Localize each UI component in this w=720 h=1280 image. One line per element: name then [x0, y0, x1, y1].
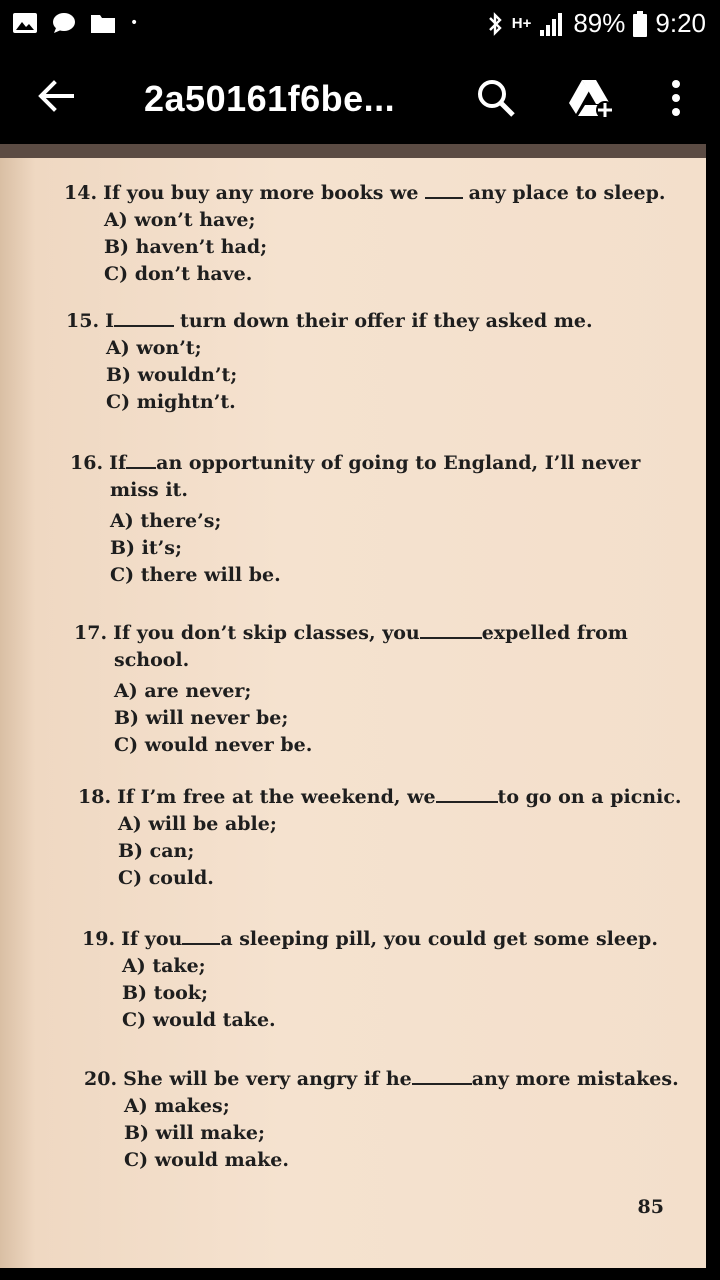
question-text-continued: school. [114, 649, 190, 671]
option-b: B) took; [122, 982, 208, 1004]
answer-blank [412, 1083, 472, 1085]
question-number: 20. [84, 1068, 118, 1090]
answer-blank [126, 467, 156, 469]
option-a: A) will be able; [118, 813, 277, 835]
question-18 [78, 784, 682, 892]
question-text: a sleeping pill, you could get some sleep. [220, 928, 658, 950]
option-c: C) could. [118, 867, 214, 889]
signal-icon [539, 12, 565, 36]
question-number: 19. [82, 928, 116, 950]
option-c: C) don’t have. [104, 263, 253, 285]
message-notification-icon [52, 12, 76, 34]
more-options-icon[interactable] [664, 78, 688, 118]
question-text: to go on a picnic. [497, 786, 682, 808]
question-number: 18. [78, 786, 112, 808]
document-viewer[interactable] [0, 144, 720, 1280]
option-a: A) makes; [124, 1095, 230, 1117]
file-title: 2a50161f6be... [144, 78, 396, 119]
question-text: turn down their offer if they asked me. [180, 310, 593, 332]
page-content [0, 144, 706, 1268]
option-c: C) would make. [124, 1149, 289, 1171]
battery-icon [633, 11, 647, 37]
option-b: B) wouldn’t; [106, 364, 238, 386]
bluetooth-icon [486, 11, 504, 37]
more-notifications-icon: • [130, 15, 139, 31]
option-a: A) are never; [114, 680, 252, 702]
answer-blank [114, 325, 174, 327]
question-text: If [109, 452, 127, 474]
question-20 [84, 1066, 679, 1174]
question-text: any more mistakes. [471, 1068, 679, 1090]
question-number: 17. [74, 622, 108, 644]
gallery-notification-icon [12, 12, 38, 34]
option-a: A) take; [122, 955, 206, 977]
question-text: an opportunity of going to England, I’ll never [156, 452, 641, 474]
option-b: B) haven’t had; [104, 236, 268, 258]
network-type: H+ [511, 14, 532, 32]
question-text: If you don’t skip classes, you [113, 622, 420, 644]
status-bar [0, 0, 720, 50]
folder-notification-icon [90, 12, 116, 34]
clock: 9:20 [655, 8, 706, 38]
option-a: A) won’t; [106, 337, 202, 359]
question-16 [70, 450, 640, 589]
battery-percent: 89% [573, 8, 626, 38]
question-19 [82, 926, 658, 1034]
question-text-continued: miss it. [110, 479, 188, 501]
option-c: C) would never be. [114, 734, 313, 756]
page-number: 85 [637, 1196, 664, 1218]
option-c: C) would take. [122, 1009, 276, 1031]
answer-blank [182, 943, 220, 945]
question-number: 14. [64, 182, 98, 204]
back-arrow-icon[interactable] [36, 76, 76, 116]
search-icon[interactable] [476, 78, 516, 118]
option-b: B) will make; [124, 1122, 265, 1144]
answer-blank [425, 197, 463, 199]
option-a: A) there’s; [110, 510, 222, 532]
question-text: expelled from [481, 622, 628, 644]
answer-blank [436, 801, 498, 803]
option-b: B) it’s; [110, 537, 182, 559]
question-text: If you [121, 928, 183, 950]
question-text: She will be very angry if he [123, 1068, 412, 1090]
option-b: B) can; [118, 840, 195, 862]
question-text: any place to sleep. [468, 182, 666, 204]
question-text: If you buy any more books we [103, 182, 419, 204]
answer-blank [420, 637, 482, 639]
document-page [0, 144, 706, 1268]
option-b: B) will never be; [114, 707, 289, 729]
add-to-drive-icon[interactable] [568, 78, 614, 118]
question-text: If I’m free at the weekend, we [117, 786, 436, 808]
question-number: 16. [70, 452, 104, 474]
question-17 [74, 620, 628, 759]
question-14 [64, 180, 666, 288]
option-c: C) mightn’t. [106, 391, 236, 413]
question-15 [66, 308, 593, 416]
option-a: A) won’t have; [104, 209, 256, 231]
question-text: I [105, 310, 114, 332]
question-number: 15. [66, 310, 100, 332]
app-bar [0, 50, 720, 144]
option-c: C) there will be. [110, 564, 281, 586]
